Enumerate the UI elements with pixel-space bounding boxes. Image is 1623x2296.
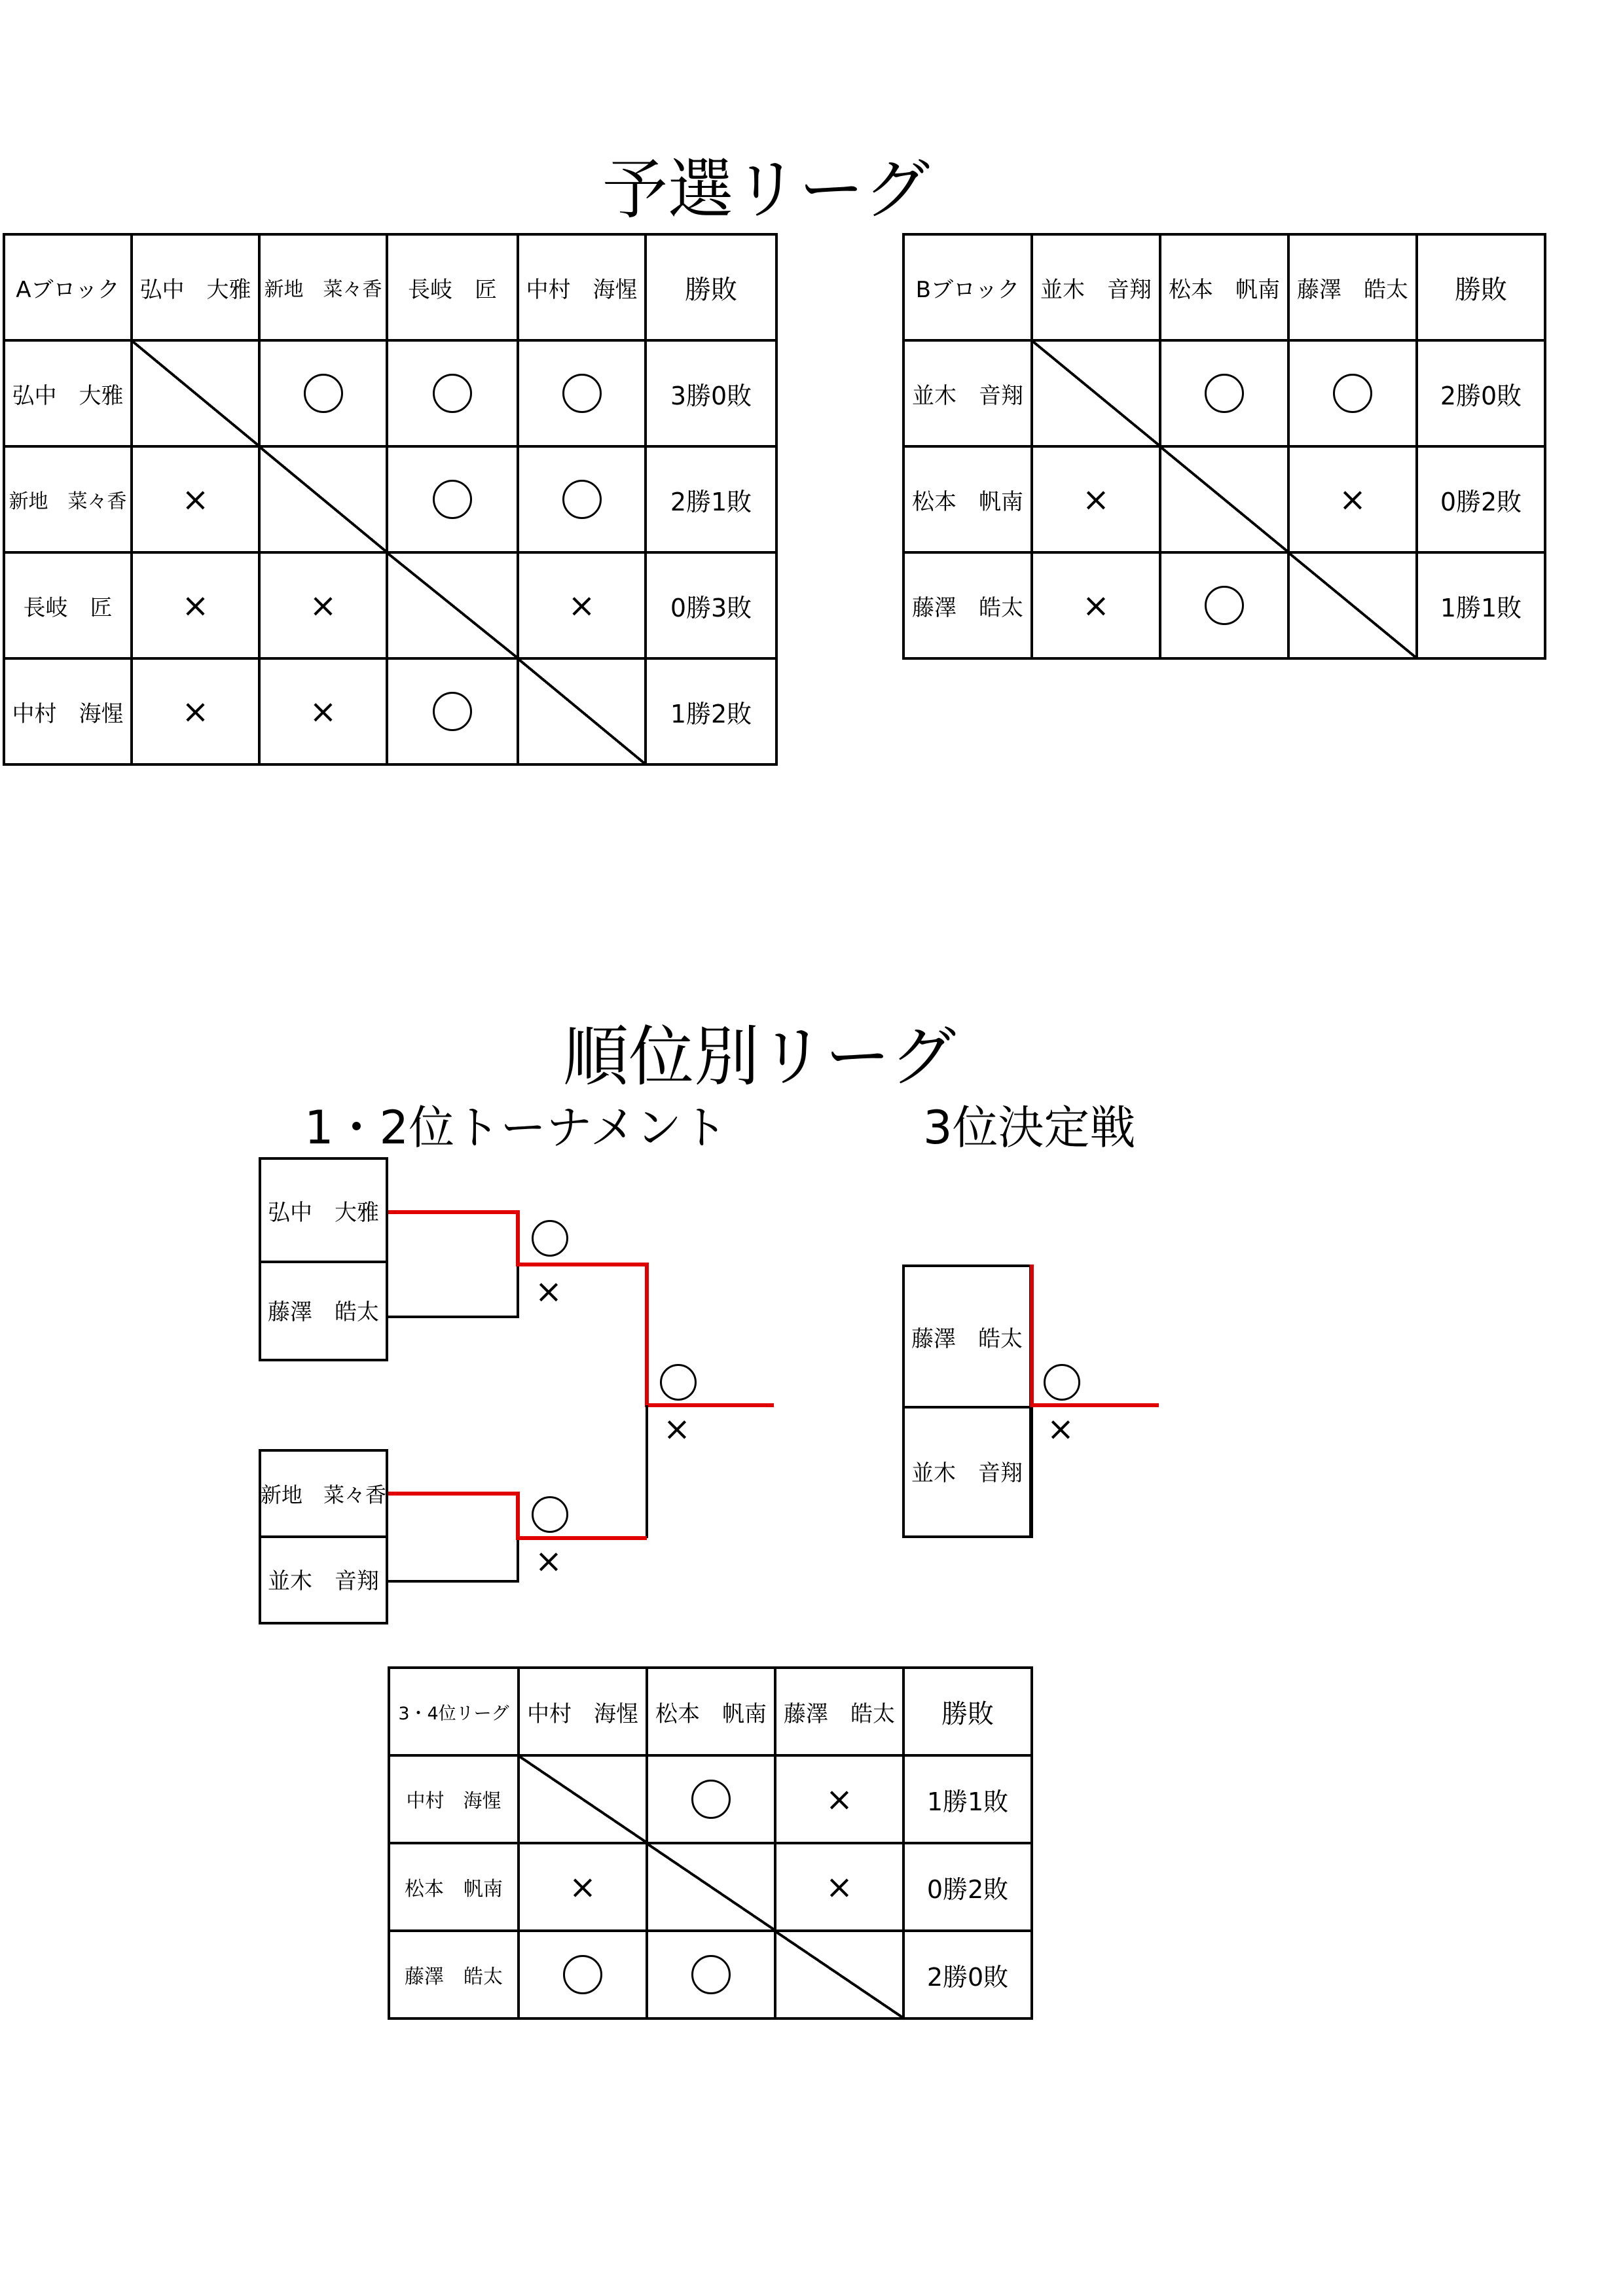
player-name: 藤澤 皓太 [268, 1299, 379, 1325]
diagonal-cell [519, 1755, 647, 1843]
row-record: 3勝0敗 [646, 340, 776, 446]
league-34-result-header: 勝敗 [903, 1668, 1032, 1755]
loss-cross-icon: × [535, 1542, 562, 1580]
player-name: 弘中 大雅 [261, 1160, 386, 1263]
block-a-label: Aブロック [4, 234, 132, 340]
result-mark [519, 1843, 647, 1931]
player-name: 並木 音翔 [911, 1460, 1023, 1486]
league-34-col-header: 藤澤 皓太 [775, 1668, 903, 1755]
block-b-label: Bブロック [903, 234, 1032, 340]
block-b-col-header: 松本 帆南 [1160, 234, 1288, 340]
win-circle-icon [691, 1780, 731, 1819]
row-player-name: 松本 帆南 [903, 446, 1032, 552]
loss-cross-icon: × [535, 1272, 562, 1310]
player-name: 新地 菜々香 [261, 1452, 386, 1538]
row-record: 1勝1敗 [903, 1755, 1032, 1843]
league-34-label: 3・4位リーグ [389, 1668, 519, 1755]
win-circle-icon [532, 1496, 568, 1533]
diagonal-cell [775, 1931, 903, 2018]
table-row [389, 1843, 1032, 1931]
diagonal-cell [647, 1843, 775, 1931]
result-mark [647, 1755, 775, 1843]
block-b-col-header: 藤澤 皓太 [1288, 234, 1417, 340]
row-player-name: 弘中 大雅 [4, 340, 132, 446]
block-a-col-header: 長岐 匠 [387, 234, 518, 340]
bracket-line [388, 1538, 518, 1581]
row-player-name: 藤澤 皓太 [903, 552, 1032, 658]
row-player-name: 中村 海惺 [389, 1755, 519, 1843]
loss-cross-icon: × [181, 480, 210, 518]
loss-cross-icon: × [309, 586, 337, 624]
row-record: 2勝1敗 [646, 446, 776, 552]
row-player-name: 松本 帆南 [389, 1843, 519, 1931]
block-a-col-header: 新地 菜々香 [259, 234, 387, 340]
block-b-col-header: 並木 音翔 [1032, 234, 1160, 340]
winner-line [388, 1494, 647, 1538]
loss-cross-icon: × [1339, 480, 1366, 518]
loss-cross-icon: × [1047, 1410, 1074, 1448]
league-34-col-header: 松本 帆南 [647, 1668, 775, 1755]
row-player-name: 藤澤 皓太 [389, 1931, 519, 2018]
loss-cross-icon: × [568, 586, 596, 624]
row-player-name: 中村 海惺 [4, 658, 132, 764]
block-b-result-header: 勝敗 [1417, 234, 1545, 340]
player-name: 並木 音翔 [268, 1568, 379, 1594]
loss-cross-icon: × [181, 692, 210, 730]
loss-cross-icon: × [826, 1867, 853, 1906]
row-record: 0勝3敗 [646, 552, 776, 658]
loss-cross-icon: × [181, 586, 210, 624]
row-player-name: 長岐 匠 [4, 552, 132, 658]
loss-cross-icon: × [1082, 586, 1110, 624]
league-34-col-header: 中村 海惺 [519, 1668, 647, 1755]
league-34-table [388, 1666, 1033, 2020]
table-row [389, 1931, 1032, 2018]
third-place-title: 3位決定戦 [923, 1101, 1136, 1155]
block-a-result-header: 勝敗 [646, 234, 776, 340]
row-record: 1勝2敗 [646, 658, 776, 764]
prelim-title: 予選リーグ [602, 151, 930, 228]
result-mark [519, 1931, 647, 2018]
row-record: 0勝2敗 [1417, 446, 1545, 552]
tournament-title: 1・2位トーナメント [304, 1101, 728, 1155]
table-row [389, 1755, 1032, 1843]
win-circle-icon [532, 1220, 568, 1257]
result-mark [775, 1843, 903, 1931]
winner-line [388, 1212, 774, 1405]
row-record: 0勝2敗 [903, 1843, 1032, 1931]
row-player-name: 新地 菜々香 [4, 446, 132, 552]
row-record: 1勝1敗 [1417, 552, 1545, 658]
row-record: 2勝0敗 [1417, 340, 1545, 446]
loss-cross-icon: × [663, 1410, 691, 1448]
loss-cross-icon: × [309, 692, 337, 730]
win-circle-icon [691, 1955, 731, 1994]
win-circle-icon [1044, 1364, 1080, 1401]
row-record: 2勝0敗 [903, 1931, 1032, 2018]
result-mark [647, 1931, 775, 2018]
bracket-line [388, 1265, 518, 1317]
block-a-col-header: 中村 海惺 [518, 234, 646, 340]
loss-cross-icon: × [1082, 480, 1110, 518]
loss-cross-icon: × [826, 1780, 853, 1818]
win-circle-icon [563, 1955, 602, 1994]
result-mark [775, 1755, 903, 1843]
loss-cross-icon: × [569, 1867, 596, 1906]
win-circle-icon [660, 1364, 697, 1401]
player-name: 藤澤 皓太 [905, 1267, 1029, 1408]
row-player-name: 並木 音翔 [903, 340, 1032, 446]
block-a-col-header: 弘中 大雅 [132, 234, 259, 340]
ranking-title: 順位別リーグ [563, 1018, 956, 1095]
